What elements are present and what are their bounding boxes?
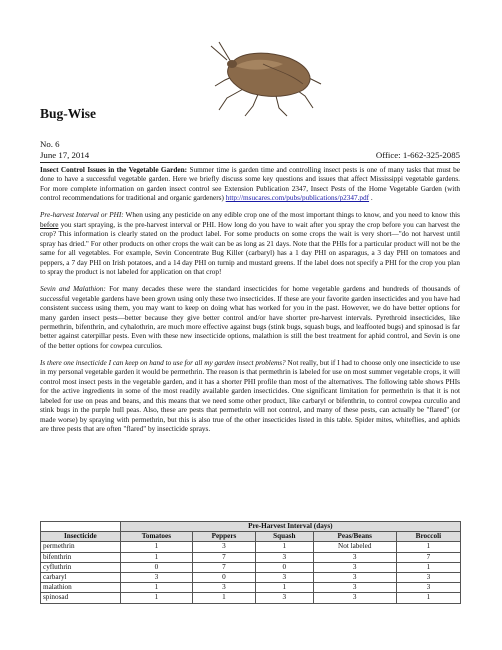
paragraph-text: Not really, but if I had to choose only one insecticide to use in my personal vegetable garden it would be permethrin. The reason is that permethrin is labeled for use on most summer vegetable crops, it will control most insect pests in the vegetable garden, and it has a shorter PHI profile than most of the alternatives. The following table shows PHIs for the active ingredients in some of the most readily available garden insecticides. One significant limitation for permethrin is that it is not labeled for use on peas and beans, and this means that we need some other product, like carbaryl or bifenthrin, to control cowpea curculio and stink bugs in the purple hull peas. Also, these are pests that permethrin will not control, and many of these pests, can actually be "flared" (or made worse) by spraying with permethrin, but this is also true of the other insecticides listed in this table. Spider mites, whiteflies, and aphids are three pests that are often "flared" by insecticide sprays. [40,358,460,434]
table-cell: 0 [193,572,256,582]
paragraph-insect-control [40,166,460,204]
table-cell: 3 [313,572,396,582]
phi-table [40,521,461,604]
table-row [41,583,461,593]
table-cell: malathion [41,583,121,593]
paragraph-lead: Pre-harvest Interval or PHI: [40,211,124,220]
paragraph-text: When using any pesticide on any edible crop one of the most important things to know, and you need to know this [123,211,460,220]
table-cell: 3 [255,552,313,562]
table-cell: 1 [255,542,313,552]
paragraph-sevin-malathion [40,285,460,351]
table-row [41,542,461,552]
column-header: Tomatoes [120,532,192,542]
table-group-header: Pre-Harvest Interval (days) [120,522,460,532]
table-cell: 3 [396,583,460,593]
table-header-blank [41,522,121,532]
table-row [41,593,461,603]
office-phone: Office: 1-662-325-2085 [375,150,460,160]
table-row [41,572,461,582]
column-header: Peppers [193,532,256,542]
table-cell: 7 [193,562,256,572]
table-column-header-row [41,532,461,542]
stink-bug-image [205,40,325,118]
table-cell: 7 [396,552,460,562]
table-cell: bifenthrin [41,552,121,562]
table-cell: 3 [313,562,396,572]
paragraph-text: you start spraying, is the pre-harvest interval or PHI. How long do you have to wait after you spray the crop before you can harvest the crop? This information is clearly stated on the product label. For some products on some crops the wait is very short—"do not harvest until spray has dried." For other products on other crops the wait can be as long as 21 days. Note that the PHIs for a particular product will not be the same for all vegetables. For example, Sevin Concentrate Bug Killer (carbaryl) has a 1 day PHI on asparagus, a 3 day PHI on tomatoes and peppers, a 7 day PHI on Irish potatoes, and a 14 day PHI on turnip and mustard greens. If the label does not specify a PHI for the crop you plan to spray the product is not labeled for application on that crop! [40,220,460,277]
table-cell: 1 [396,593,460,603]
table-cell: carbaryl [41,572,121,582]
table-cell: 3 [396,572,460,582]
table-cell: 3 [120,572,192,582]
table-cell: 0 [120,562,192,572]
issue-date: June 17, 2014 [40,150,90,160]
paragraph-one-insecticide [40,359,460,435]
table-cell: cyfluthrin [41,562,121,572]
table-cell: permethrin [41,542,121,552]
paragraph-lead: Insect Control Issues in the Vegetable Garden: [40,166,188,174]
paragraph-text: Summer time is garden time and controlling insect pests is one of many tasks that must be done to have a successful vegetable garden. Here we briefly discuss some key questions and issues that affect Mississippi vegetable gardens. For more complete information on garden insect control see Extension Publication 2347, Insect Pests of the Home Vegetable Garden (with control recommendations for traditional and organic gardeners) [40,166,461,203]
publication-link[interactable]: http://msucares.com/pubs/publications/p2347.pdf [225,194,370,203]
table-row [41,552,461,562]
table-cell: 1 [193,593,256,603]
issue-number: No. 6 [40,139,60,149]
table-cell: 1 [120,542,192,552]
table-cell: 1 [120,583,192,593]
table-cell: spinosad [41,593,121,603]
table-cell: Not labeled [313,542,396,552]
table-cell: 3 [193,583,256,593]
header-divider [40,162,460,163]
table-cell: 3 [313,593,396,603]
column-header: Broccoli [396,532,460,542]
table-cell: 1 [255,583,313,593]
table-cell: 3 [255,593,313,603]
paragraph-lead: Sevin and Malathion: [40,285,106,294]
column-header: Squash [255,532,313,542]
table-group-header-row [41,522,461,532]
article-body [40,166,460,442]
table-cell: 3 [193,542,256,552]
table-cell: 3 [255,572,313,582]
paragraph-phi [40,211,460,277]
table-cell: 1 [120,552,192,562]
table-cell: 3 [313,552,396,562]
issue-info [40,139,89,161]
newsletter-title: Bug-Wise [40,106,97,121]
table-row [41,562,461,572]
paragraph-tail: . [369,194,373,203]
table-cell: 7 [193,552,256,562]
table-cell: 3 [313,583,396,593]
table-cell: 1 [396,562,460,572]
table-cell: 1 [396,542,460,552]
paragraph-emphasis: before [40,220,59,229]
column-header: Peas/Beans [313,532,396,542]
table-cell: 0 [255,562,313,572]
paragraph-lead: Is there one insecticide I can keep on hand to use for all my garden insect problems? [40,358,286,367]
table-cell: 1 [120,593,192,603]
column-header: Insecticide [41,532,121,542]
paragraph-text: For many decades these were the standard insecticides for home vegetable gardens and hundreds of thousands of successful vegetable gardens have been grown using only these two insecticides. If these are your favorite garden insecticides and you have had consistent success using them, you may want to keep on doing what has worked for you in the past. However, we do have better options for many garden insect pests—better because they give better control and/or have shorter pre-harvest intervals. Pyrethroid insecticides, like permethrin, bifenthrin, and cyhalothrin, are much more effective against bugs (stink bugs, squash bugs, and leaffooted bugs) and spinosad is far better against caterpillar pests. Even with these new insecticide options, malathion is still the best treatment for aphid control, and Sevin is one of the better options for cowpea curculios. [40,285,460,350]
